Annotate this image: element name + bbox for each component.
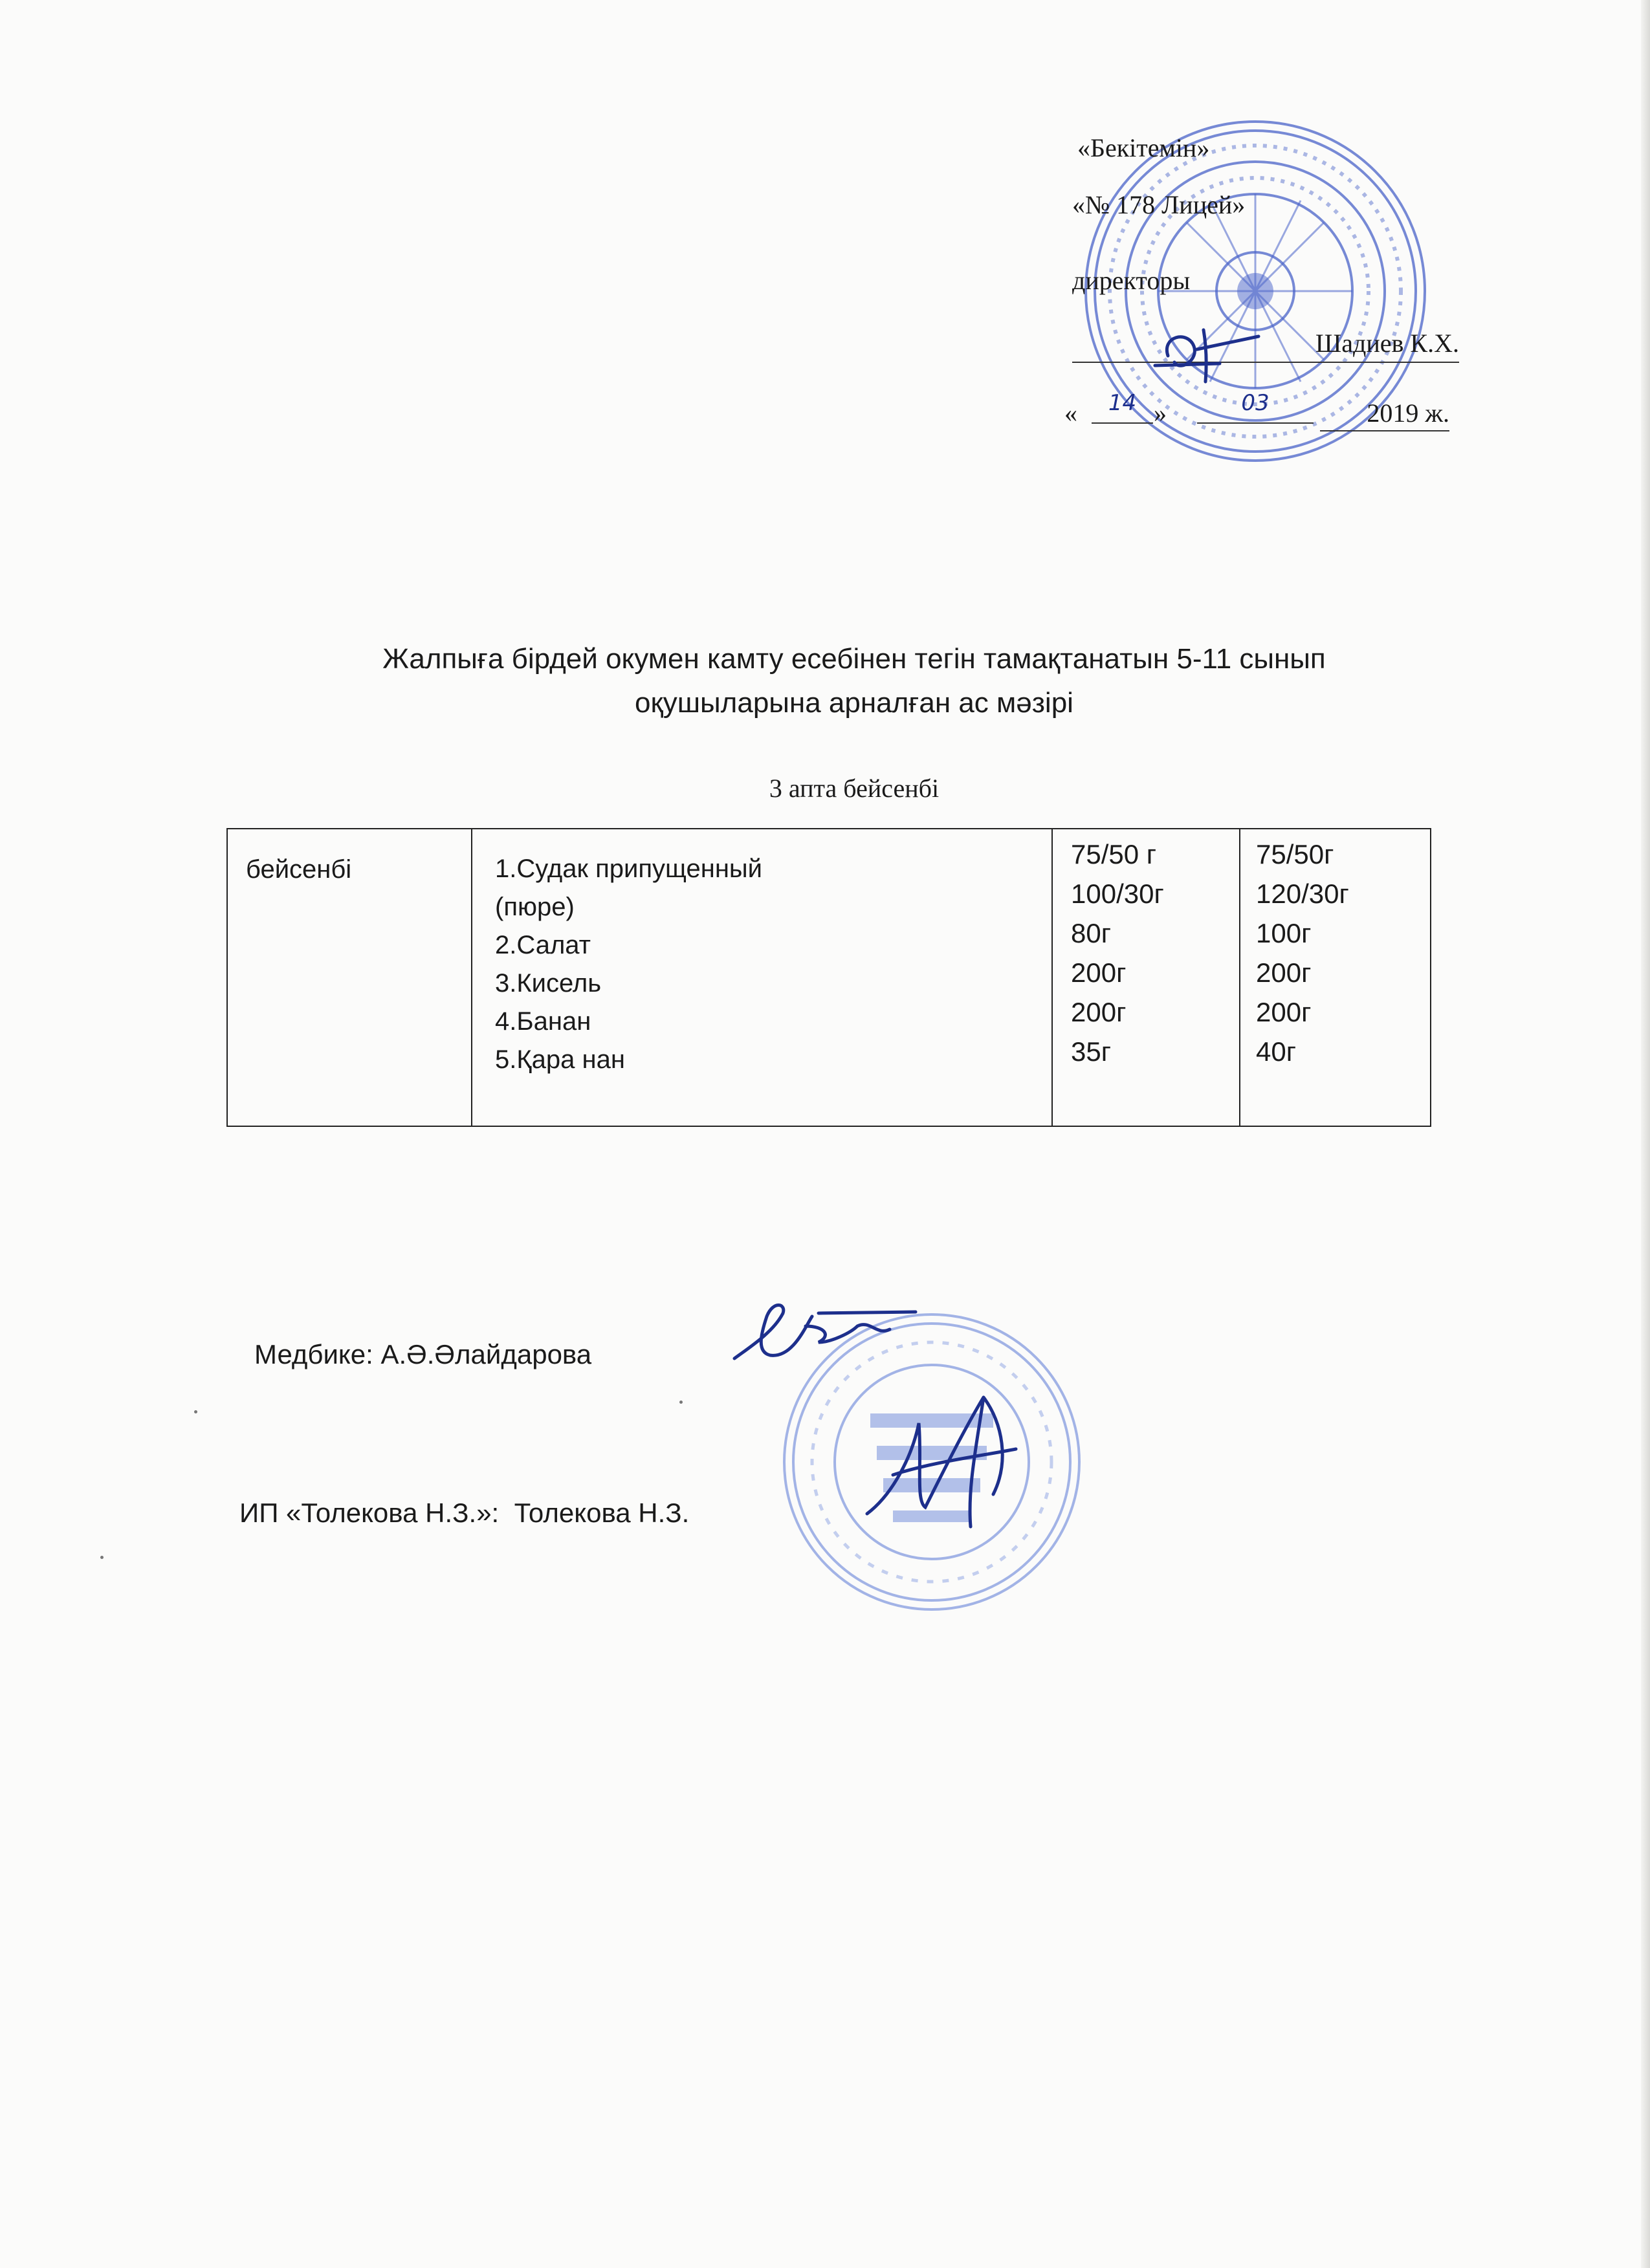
approval-institution: «№ 178 Лицей» xyxy=(1072,190,1246,219)
date-open-quote: « xyxy=(1064,398,1077,428)
director-signature xyxy=(1142,311,1265,388)
portions-a-cell xyxy=(1052,829,1240,1126)
document-title xyxy=(220,637,1488,725)
menu-item: (пюре) xyxy=(495,893,575,921)
menu-table xyxy=(226,828,1431,1127)
table-row xyxy=(227,829,1431,1126)
ip-label: ИП «Толекова Н.З.»: xyxy=(239,1498,500,1528)
menu-item: 2.Салат xyxy=(495,931,591,959)
approval-block xyxy=(1064,113,1472,450)
scan-speck xyxy=(679,1401,683,1404)
menu-item: 3.Кисель xyxy=(495,969,602,998)
menu-item: 5.Қара нан xyxy=(495,1045,625,1074)
portion-b: 120/30г xyxy=(1256,878,1349,909)
ip-name: Толекова Н.З. xyxy=(514,1498,690,1528)
portion-b: 40г xyxy=(1256,1036,1297,1067)
menu-item: 4.Банан xyxy=(495,1007,591,1036)
document-subtitle: 3 апта бейсенбі xyxy=(769,774,940,803)
items-cell xyxy=(472,829,1052,1126)
menu-item: 1.Судак припущенный xyxy=(495,855,763,883)
approval-position: директоры xyxy=(1072,266,1191,295)
page-edge xyxy=(1641,0,1650,2268)
approval-heading: «Бекітемін» xyxy=(1077,133,1210,162)
portion-a: 75/50 г xyxy=(1071,839,1157,869)
title-line-2: оқушыларына арналған ас мәзірі xyxy=(635,687,1073,719)
portion-b: 200г xyxy=(1256,997,1312,1027)
portion-a: 80г xyxy=(1071,918,1112,948)
date-year: 2019 ж. xyxy=(1367,398,1449,428)
day-cell: бейсенбі xyxy=(227,829,472,1126)
medic-signature xyxy=(721,1287,922,1371)
director-name: Шадиев К.Х. xyxy=(1315,329,1459,358)
portion-a: 200г xyxy=(1071,997,1127,1027)
ip-signature-row xyxy=(239,1498,689,1529)
portion-b: 200г xyxy=(1256,957,1312,988)
portion-b: 100г xyxy=(1256,918,1312,948)
medic-signature-row xyxy=(254,1339,591,1370)
approval-signature-line xyxy=(1072,328,1459,363)
date-close-quote: » xyxy=(1154,398,1167,428)
portion-b: 75/50г xyxy=(1256,839,1334,869)
date-year-line xyxy=(1320,398,1449,431)
medic-label: Медбике: А.Ә.Әлайдарова xyxy=(254,1339,592,1369)
date-month: 03 xyxy=(1197,390,1314,424)
title-line-1: Жалпыға бірдей окумен камту есебінен тегін тамақтанатын 5-11 сынып xyxy=(382,643,1326,675)
ip-signature xyxy=(854,1384,1022,1540)
portions-b-cell xyxy=(1240,829,1431,1126)
scan-speck xyxy=(100,1556,104,1559)
portion-a: 35г xyxy=(1071,1036,1112,1067)
scan-speck xyxy=(194,1410,197,1413)
portion-a: 100/30г xyxy=(1071,878,1164,909)
portion-a: 200г xyxy=(1071,957,1127,988)
date-day: 14 xyxy=(1092,390,1153,424)
